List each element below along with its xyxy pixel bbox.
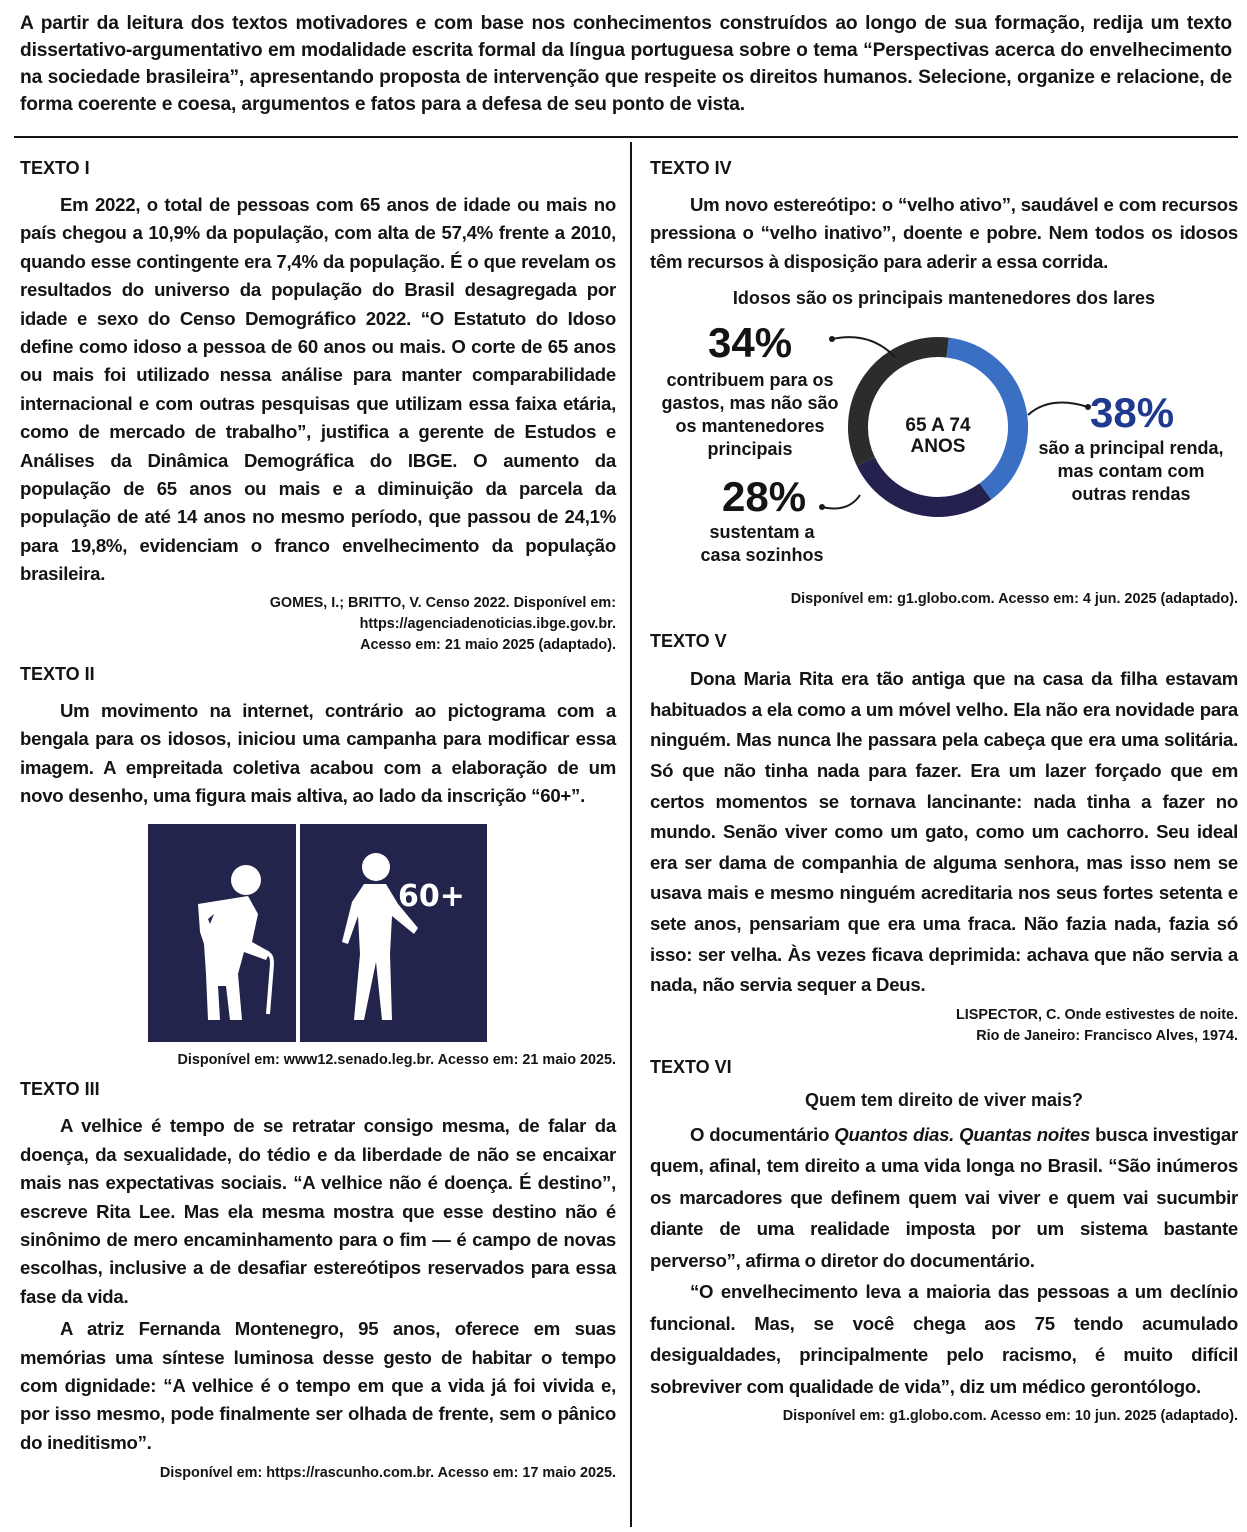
texto-iv-body: Um novo estereótipo: o “velho ativo”, saudável e com recursos pressiona o “velho inativo”, doente e pobre. Nem todos os idosos têm recursos à disposição para aderir a essa corrida.: [650, 194, 1238, 272]
arrowhead-icon: [829, 336, 835, 342]
desc-line: são a principal renda,: [1038, 438, 1224, 459]
arrow-to-28-icon: [822, 495, 860, 509]
section-title: TEXTO VI: [650, 1056, 732, 1077]
para-text: busca investigar quem, afinal, tem direito a uma vida longa no Brasil. “São inúmeros os marcadores que definem quem vai viver e quem vai sucumbir diante de uma realidade imposta por um sistema bastante perverso”, afirma o diretor do documentário.: [650, 1123, 1238, 1271]
donut-slice-28: [866, 462, 986, 508]
texto-iii-para-2: A atriz Fernanda Montenegro, 95 anos, oferece em suas memórias uma síntese luminosa desse gesto de habitar o tempo com dignidade: “A velhice é o tempo em que a vida já foi vivida e, por isso mesmo, pode finalmente ser olhada de frente, sem o pânico do ineditismo”.: [20, 1318, 616, 1453]
pictogram-pair: [148, 824, 616, 1042]
texto-ii-body: Um movimento na internet, contrário ao pictograma com a bengala para os idosos, iniciou uma campanha para modificar essa imagem. A empreitada coletiva acabou com a elaboração de um novo desenho, uma figura mais altiva, ao lado da inscrição “60+”.: [20, 699, 616, 806]
center-label-line-1: 65 A 74: [905, 415, 971, 437]
source-title: Censo 2022: [425, 594, 506, 611]
texto-iii-para-1: A velhice é tempo de se retratar consigo mesma, de falar da doença, da sexualidade, do tédio e da liberdade de não se encaixar mais nas expectativas sociais. “A velhice não é doença. É destino”, escreve Rita Lee. Mas ela mesma mostra que esse destino não é sinônimo de mero encaminhamento para o fim — é campo de novas escolhas, inclusive a de desafiar estereótipos reservados para essa fase da vida.: [20, 1115, 616, 1307]
desc-line: casa sozinhos: [700, 545, 824, 566]
slice-label-28: 28%: [722, 473, 807, 521]
source-author: LISPECTOR, C.: [955, 1006, 1061, 1023]
section-title: TEXTO V: [650, 631, 727, 652]
texto-iii: [20, 1079, 616, 1484]
texto-vi-para-2: “O envelhecimento leva a maioria das pessoas a um declínio funcional. Mas, se você chega aos 75 tendo acumulado desigualdades, principalmente pelo racismo, é muito difícil sobreviver com qualidade de vida”, diz um médico gerontólogo.: [650, 1281, 1238, 1397]
texto-vi-headline: Quem tem direito de viver mais?: [804, 1089, 1084, 1110]
arrowhead-icon: [819, 504, 825, 510]
texto-ii: [20, 664, 616, 1072]
desc-line: os mantenedores: [675, 416, 825, 437]
texto-vi-source: Disponível em: g1.globo.com. Acesso em: 10 jun. 2025 (adaptado).: [782, 1408, 1238, 1425]
chart-title: Idosos são os principais mantenedores dos lares: [732, 288, 1156, 309]
slice-desc-28: [692, 521, 832, 567]
texto-ii-source: Disponível em: www12.senado.leg.br. Acesso em: 21 maio 2025.: [177, 1052, 616, 1069]
texto-v-source: [650, 1005, 1238, 1047]
section-title: TEXTO III: [20, 1079, 100, 1100]
donut-center-label: [874, 415, 1002, 457]
texto-i: [20, 158, 616, 656]
source-text: . Disponível em:: [505, 594, 616, 611]
source-url: https://agenciadenoticias.ibge.gov.br.: [359, 615, 616, 632]
source-title: Onde estivestes de noite.: [1064, 1006, 1238, 1023]
texto-v-body: Dona Maria Rita era tão antiga que na casa da filha estavam habituados a ela como a um móvel velho. Ela não era novidade para ninguém. Mas nunca lhe passara pela cabeça que era uma solitária. Só que não tinha nada para fazer. Era um lazer forçado que em certos momentos se tornava lancinante: nada tinha a fazer no mundo. Senão viver como um gato, como um cachorro. Seu ideal era ser dama de companhia de alguma senhora, mas isso nem se usava mais e mesmo ninguém acreditaria nos seus fortes setenta e sete anos, pensariam que era uma fraca. Não fazia nada, fazia só isso: ser velha. Às vezes ficava deprimida: achava que não servia a nada, não servia sequer a Deus.: [650, 668, 1238, 996]
desc-line: mas contam com: [1057, 461, 1205, 482]
column-divider: [630, 142, 632, 1527]
donut-infographic: [650, 317, 1238, 617]
texto-v: [650, 631, 1238, 1047]
center-label-line-2: ANOS: [910, 436, 966, 458]
texto-i-body: Em 2022, o total de pessoas com 65 anos de idade ou mais no país chegou a 10,9% da população, com alta de 57,4% frente a 2010, quando esse contingente era 7,4% da população. É o que revelam os resultados do universo da população do Brasil desagregada por idade e sexo do Censo Demográfico 2022. “O Estatuto do Idoso define como idoso a pessoa de 60 anos ou mais. O corte de 65 anos ou mais foi utilizado nessa análise para manter comparabilidade internacional e com outras pesquisas que utilizam essa faixa etária, como de mercado de trabalho”, justifica a gerente de Estudos e Análises da Dinâmica Demográfica do IBGE. O aumento da população de 65 anos ou mais e a diminuição da parcela da população de até 14 anos no mesmo período, que passou de 24,1% para 19,8%, evidenciam o franco envelhecimento da população brasileira.: [20, 194, 616, 585]
sixty-plus-label: 60+: [398, 879, 465, 915]
slice-label-38: 38%: [1090, 389, 1175, 437]
section-title: TEXTO IV: [650, 158, 732, 178]
texto-iv: [650, 158, 1238, 617]
left-column: [20, 150, 616, 1484]
header-divider: [14, 136, 1238, 138]
texto-vi: [650, 1057, 1238, 1428]
active-elder-60plus-pictogram-icon: [300, 824, 487, 1042]
desc-line: gastos, mas não são: [661, 393, 839, 414]
documentary-title: Quantos dias. Quantas noites: [834, 1123, 1091, 1145]
elderly-cane-pictogram-icon: [148, 824, 296, 1042]
desc-line: principais: [707, 439, 793, 460]
texto-iii-source: Disponível em: https://rascunho.com.br. Acesso em: 17 maio 2025.: [159, 1465, 616, 1482]
right-column: [650, 150, 1238, 1427]
slice-label-34: 34%: [708, 319, 793, 367]
slice-desc-38: [1026, 437, 1236, 506]
source-authors: GOMES, I.; BRITTO, V.: [269, 594, 422, 611]
arrow-to-38-icon: [1028, 403, 1088, 416]
desc-line: contribuem para os: [666, 370, 834, 391]
texto-vi-para-1: [650, 1119, 1238, 1277]
section-title: TEXTO II: [20, 663, 95, 684]
source-access: Acesso em: 21 maio 2025 (adaptado).: [360, 636, 616, 653]
source-publisher: Rio de Janeiro: Francisco Alves, 1974.: [976, 1027, 1238, 1044]
desc-line: outras rendas: [1071, 484, 1191, 505]
para-text: O documentário: [690, 1123, 835, 1145]
texto-i-source: [20, 593, 616, 656]
essay-prompt: A partir da leitura dos textos motivadores e com base nos conhecimentos construídos ao longo de sua formação, redija um texto dissertativo-argumentativo em modalidade escrita formal da língua portuguesa sobre o tema “Perspectivas acerca do envelhecimento na sociedade brasileira”, apresentando proposta de intervenção que respeite os direitos humanos. Selecione, organize e relacione, de forma coerente e coesa, argumentos e fatos para a defesa de seu ponto de vista.: [20, 13, 1232, 115]
slice-desc-34: [650, 369, 850, 461]
section-title: TEXTO I: [20, 158, 90, 178]
desc-line: sustentam a: [709, 522, 815, 543]
texto-iv-source: Disponível em: g1.globo.com. Acesso em: 4 jun. 2025 (adaptado).: [790, 591, 1238, 608]
